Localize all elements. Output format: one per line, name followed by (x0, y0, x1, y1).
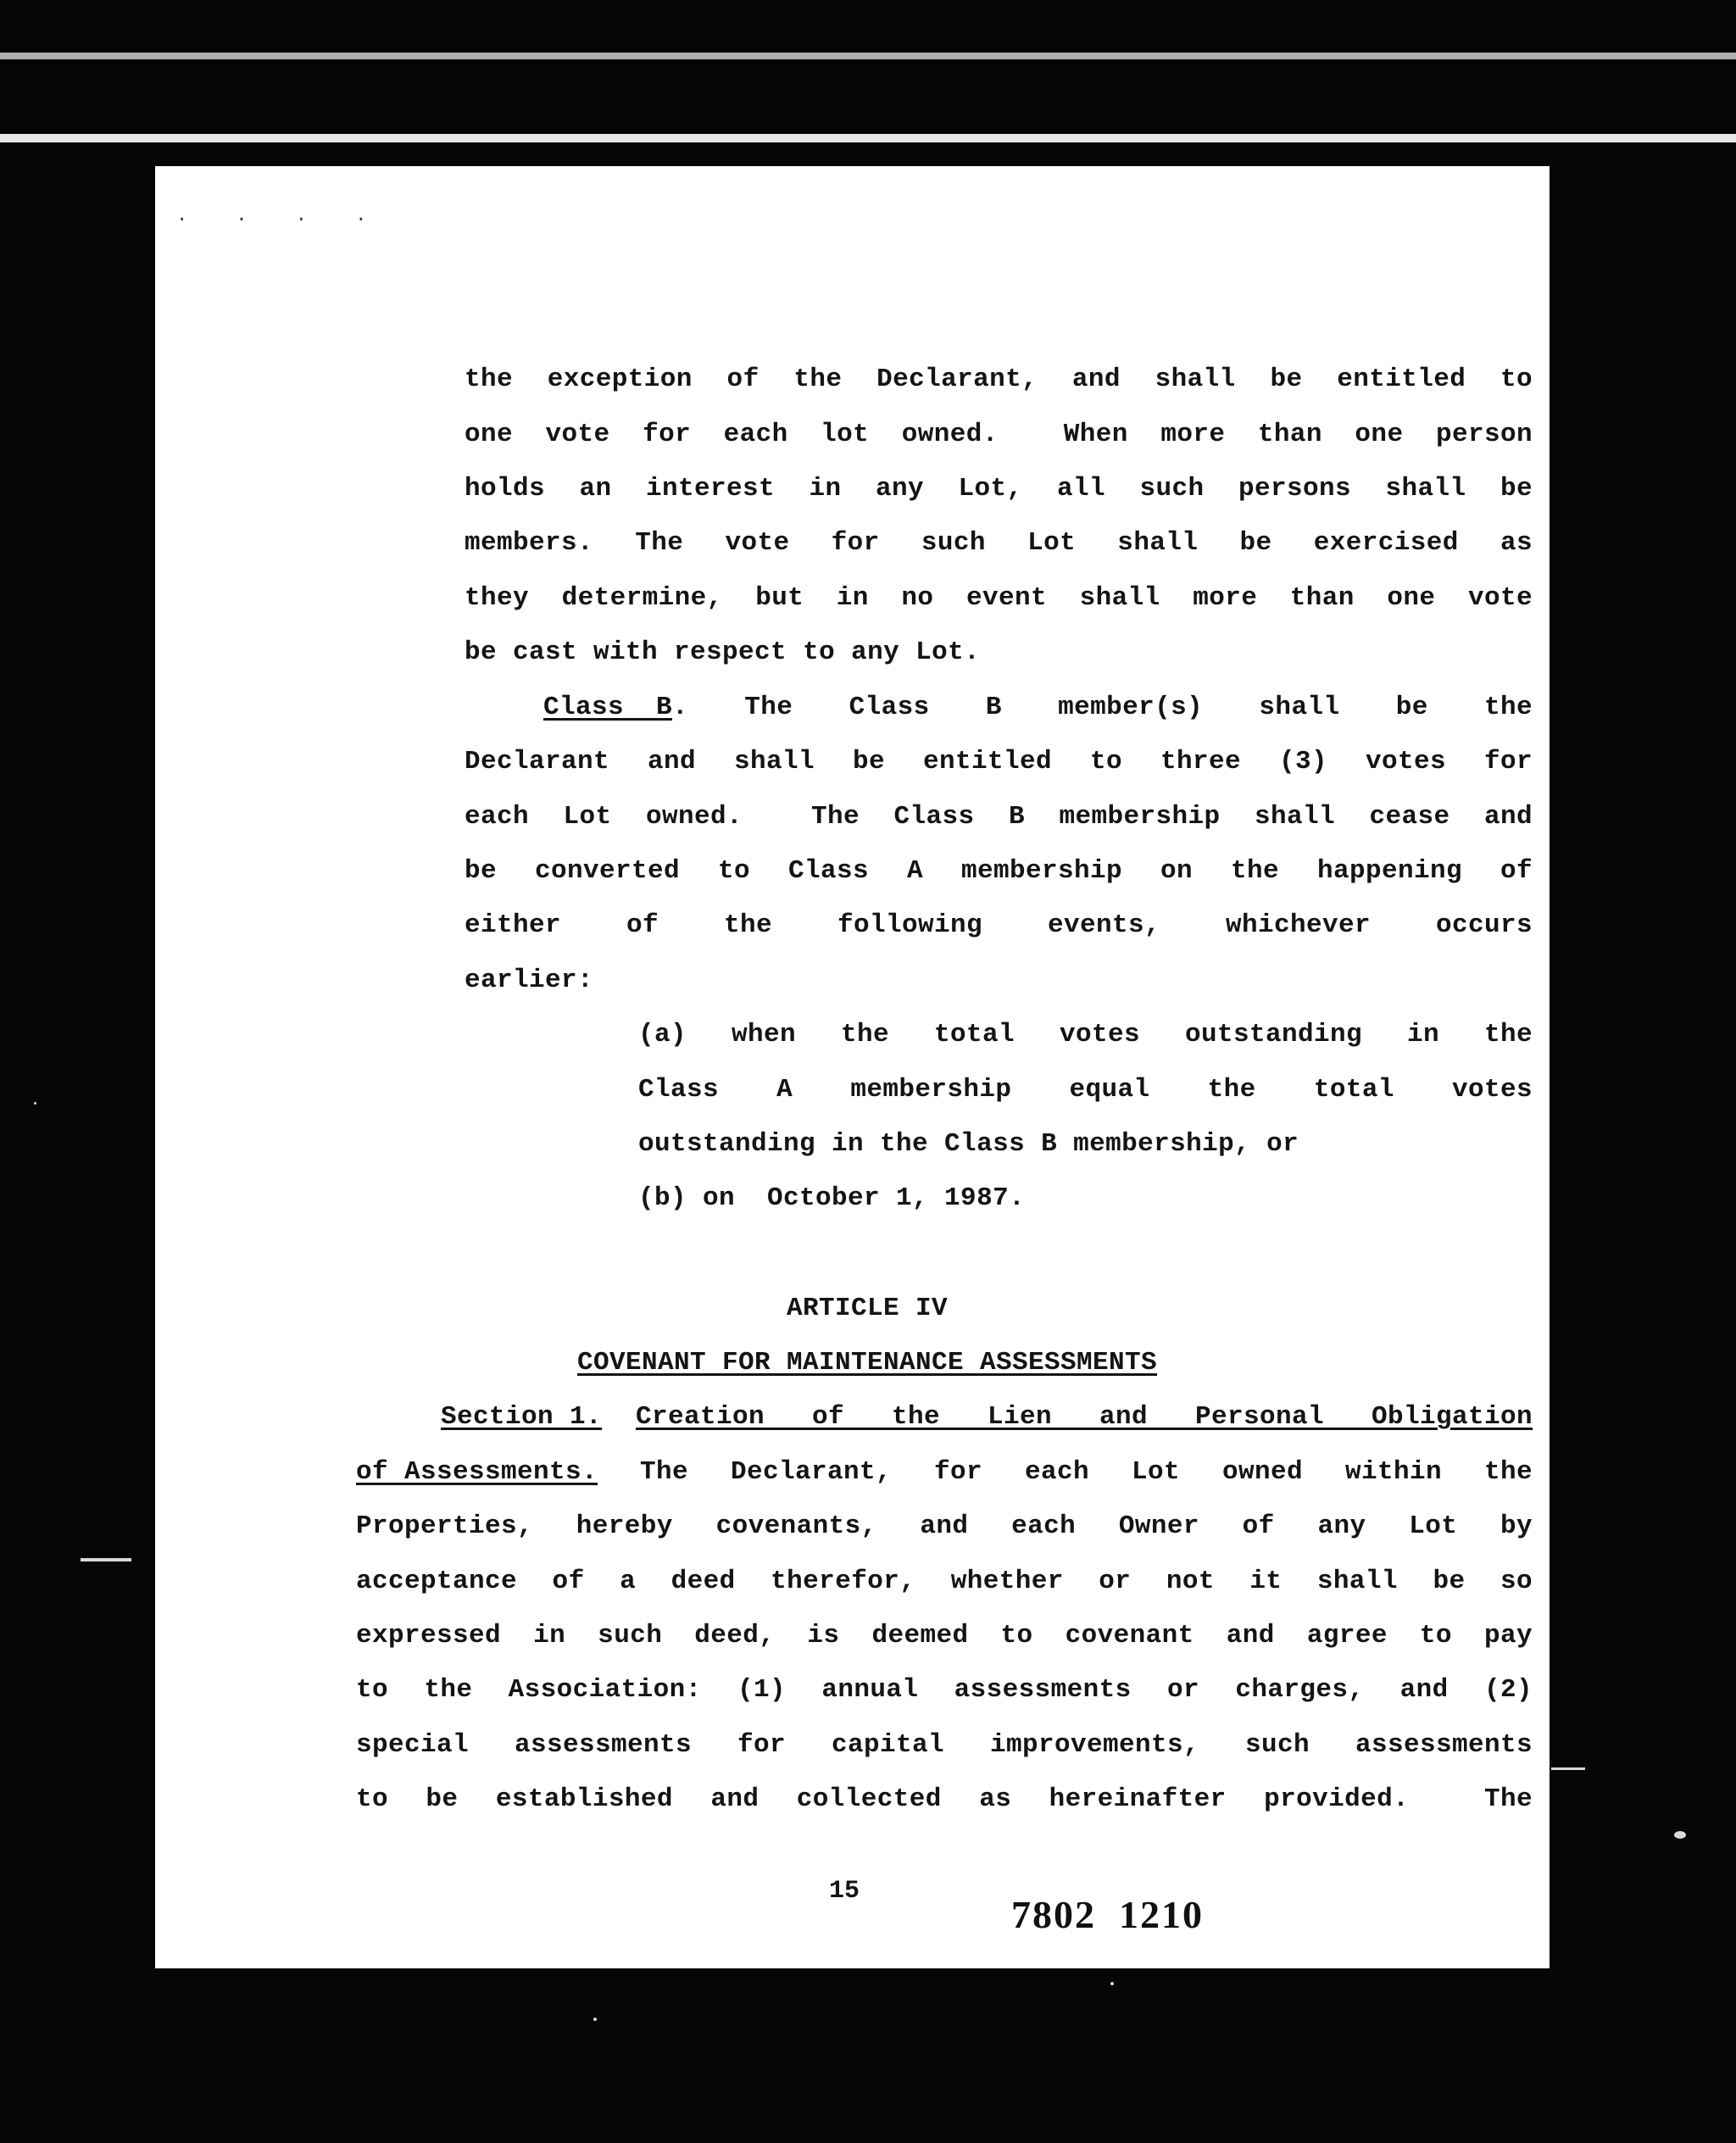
list-item: (b) on October 1, 1987. (638, 1183, 1026, 1213)
article-subtitle: COVENANT FOR MAINTENANCE ASSESSMENTS (576, 1348, 1158, 1378)
article-title: ARTICLE IV (786, 1294, 949, 1323)
text-line: acceptance of a deed therefor, whether or not it shall be so (356, 1567, 1533, 1596)
scan-speck (1674, 1831, 1686, 1839)
text-line: the exception of the Declarant, and shall be entitled to (465, 365, 1533, 394)
text-line: to be established and collected as hereinafter provided. The (356, 1784, 1533, 1814)
section-second-line (356, 1456, 1533, 1489)
corner-marks: . . . . (176, 205, 386, 226)
text-line: holds an interest in any Lot, all such persons shall be (465, 474, 1533, 504)
text-line: members. The vote for such Lot shall be exercised as (465, 528, 1533, 558)
section-title-cont: of Assessments. (356, 1457, 598, 1487)
scan-speck (81, 1558, 131, 1561)
list-item: outstanding in the Class B membership, or (638, 1129, 1299, 1159)
text-line: Properties, hereby covenants, and each Owner of any Lot by (356, 1511, 1533, 1541)
page-number: 15 (829, 1877, 860, 1906)
scan-speck (1551, 1767, 1585, 1770)
text-line: they determine, but in no event shall more than one vote (465, 583, 1533, 613)
text-line: . The Class B member(s) shall be the (672, 693, 1533, 722)
text-line: The Declarant, for each Lot owned within the (598, 1457, 1533, 1487)
document-number: 7802 1210 (1011, 1893, 1204, 1936)
text-line: be converted to Class A membership on the happening of (465, 856, 1533, 886)
scan-top-band (0, 134, 1736, 142)
text-line: one vote for each lot owned. When more than one person (465, 420, 1533, 449)
text-line: special assessments for capital improvements, such assessments (356, 1730, 1533, 1760)
scan-top-stripe (0, 53, 1736, 59)
scan-speck (593, 2018, 597, 2021)
text-line: expressed in such deed, is deemed to covenant and agree to pay (356, 1621, 1533, 1650)
text-line: each Lot owned. The Class B membership shall cease and (465, 802, 1533, 832)
text-line: earlier: (465, 966, 594, 995)
list-item: (a) when the total votes outstanding in the (638, 1020, 1533, 1049)
list-item: Class A membership equal the total votes (638, 1075, 1533, 1105)
text-line: Declarant and shall be entitled to three (3) votes for (465, 747, 1533, 776)
class-b-heading: Class B (543, 693, 673, 722)
text-line: either of the following events, whichever occurs (465, 910, 1533, 940)
class-b-first-line (543, 691, 1533, 725)
document-page (155, 166, 1550, 1968)
text-line: be cast with respect to any Lot. (465, 637, 981, 667)
section-title: Creation of the Lien and Personal Obligation (636, 1402, 1533, 1432)
scan-speck (1110, 1982, 1114, 1985)
scan-speck (34, 1102, 36, 1105)
section-label: Section 1. (441, 1402, 603, 1432)
text-line: to the Association: (1) annual assessments or charges, and (2) (356, 1675, 1533, 1705)
section-heading-line (441, 1400, 1533, 1434)
